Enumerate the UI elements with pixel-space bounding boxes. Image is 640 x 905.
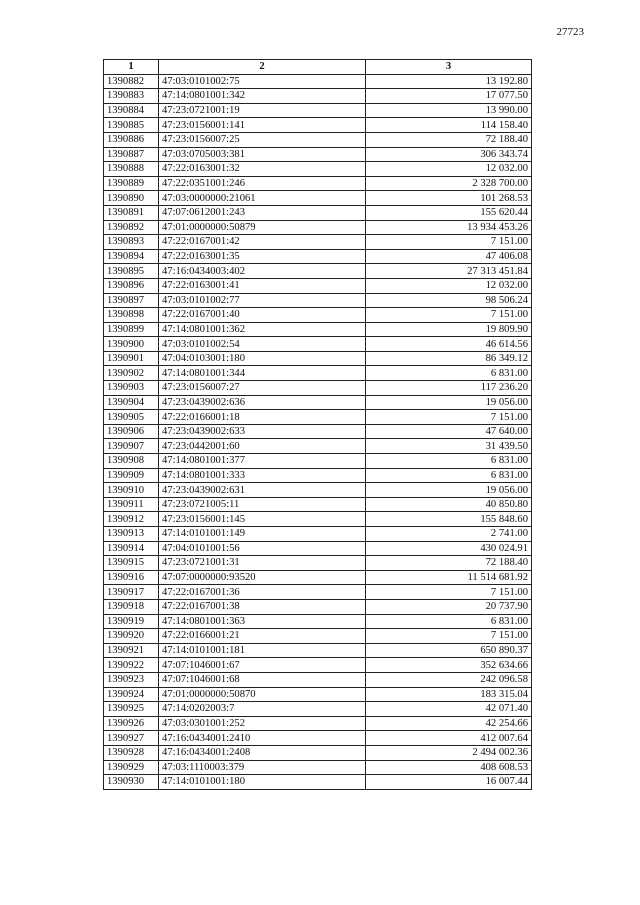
table-row — [104, 468, 532, 483]
table-row — [104, 454, 532, 469]
column-header-1: 1 — [104, 60, 159, 75]
value-cell: 7 151.00 — [366, 308, 532, 323]
cadastral-number-cell: 47:14:0801001:333 — [159, 468, 366, 483]
value-cell: 7 151.00 — [366, 585, 532, 600]
table-row — [104, 293, 532, 308]
cadastral-number-cell: 47:22:0163001:35 — [159, 249, 366, 264]
row-number-cell: 1390907 — [104, 439, 159, 454]
table-row — [104, 585, 532, 600]
cadastral-number-cell: 47:14:0801001:377 — [159, 454, 366, 469]
table-row — [104, 118, 532, 133]
value-cell: 408 608.53 — [366, 760, 532, 775]
table-row — [104, 322, 532, 337]
cadastral-number-cell: 47:03:0101002:54 — [159, 337, 366, 352]
value-cell: 27 313 451.84 — [366, 264, 532, 279]
value-cell: 31 439.50 — [366, 439, 532, 454]
row-number-cell: 1390913 — [104, 527, 159, 542]
table-row — [104, 643, 532, 658]
value-cell: 2 328 700.00 — [366, 176, 532, 191]
cadastral-number-cell: 47:03:0705003:381 — [159, 147, 366, 162]
value-cell: 47 640.00 — [366, 424, 532, 439]
row-number-cell: 1390906 — [104, 424, 159, 439]
table-row — [104, 556, 532, 571]
table-row — [104, 132, 532, 147]
data-table-container — [103, 59, 531, 790]
value-cell: 11 514 681.92 — [366, 570, 532, 585]
value-cell: 183 315.04 — [366, 687, 532, 702]
table-row — [104, 176, 532, 191]
value-cell: 306 343.74 — [366, 147, 532, 162]
row-number-cell: 1390897 — [104, 293, 159, 308]
value-cell: 19 056.00 — [366, 483, 532, 498]
value-cell: 72 188.40 — [366, 556, 532, 571]
cadastral-number-cell: 47:07:0612001:243 — [159, 205, 366, 220]
table-row — [104, 570, 532, 585]
table-row — [104, 614, 532, 629]
row-number-cell: 1390927 — [104, 731, 159, 746]
value-cell: 2 494 002.36 — [366, 745, 532, 760]
row-number-cell: 1390896 — [104, 278, 159, 293]
cadastral-number-cell: 47:03:0301001:252 — [159, 716, 366, 731]
table-row — [104, 278, 532, 293]
row-number-cell: 1390926 — [104, 716, 159, 731]
data-table — [103, 59, 532, 790]
table-row — [104, 439, 532, 454]
cadastral-number-cell: 47:22:0167001:42 — [159, 235, 366, 250]
row-number-cell: 1390921 — [104, 643, 159, 658]
value-cell: 155 620.44 — [366, 205, 532, 220]
cadastral-number-cell: 47:01:0000000:50870 — [159, 687, 366, 702]
row-number-cell: 1390922 — [104, 658, 159, 673]
cadastral-number-cell: 47:23:0439002:633 — [159, 424, 366, 439]
value-cell: 72 188.40 — [366, 132, 532, 147]
value-cell: 42 071.40 — [366, 702, 532, 717]
value-cell: 650 890.37 — [366, 643, 532, 658]
cadastral-number-cell: 47:03:0101002:77 — [159, 293, 366, 308]
cadastral-number-cell: 47:14:0801001:363 — [159, 614, 366, 629]
value-cell: 40 850.80 — [366, 497, 532, 512]
row-number-cell: 1390905 — [104, 410, 159, 425]
value-cell: 13 990.00 — [366, 103, 532, 118]
table-row — [104, 103, 532, 118]
row-number-cell: 1390900 — [104, 337, 159, 352]
cadastral-number-cell: 47:23:0156007:25 — [159, 132, 366, 147]
row-number-cell: 1390884 — [104, 103, 159, 118]
cadastral-number-cell: 47:03:0000000:21061 — [159, 191, 366, 206]
table-row — [104, 716, 532, 731]
row-number-cell: 1390894 — [104, 249, 159, 264]
row-number-cell: 1390890 — [104, 191, 159, 206]
cadastral-number-cell: 47:22:0167001:36 — [159, 585, 366, 600]
table-row — [104, 731, 532, 746]
table-row — [104, 235, 532, 250]
table-row — [104, 308, 532, 323]
table-row — [104, 366, 532, 381]
cadastral-number-cell: 47:14:0202003:7 — [159, 702, 366, 717]
row-number-cell: 1390918 — [104, 599, 159, 614]
table-row — [104, 483, 532, 498]
value-cell: 46 614.56 — [366, 337, 532, 352]
table-row — [104, 89, 532, 104]
value-cell: 19 056.00 — [366, 395, 532, 410]
row-number-cell: 1390892 — [104, 220, 159, 235]
cadastral-number-cell: 47:22:0351001:246 — [159, 176, 366, 191]
row-number-cell: 1390904 — [104, 395, 159, 410]
row-number-cell: 1390888 — [104, 162, 159, 177]
row-number-cell: 1390928 — [104, 745, 159, 760]
table-row — [104, 337, 532, 352]
row-number-cell: 1390916 — [104, 570, 159, 585]
table-row — [104, 249, 532, 264]
cadastral-number-cell: 47:03:1110003:379 — [159, 760, 366, 775]
row-number-cell: 1390919 — [104, 614, 159, 629]
cadastral-number-cell: 47:23:0156007:27 — [159, 381, 366, 396]
table-row — [104, 672, 532, 687]
cadastral-number-cell: 47:14:0101001:180 — [159, 775, 366, 790]
value-cell: 20 737.90 — [366, 599, 532, 614]
value-cell: 7 151.00 — [366, 410, 532, 425]
row-number-cell: 1390929 — [104, 760, 159, 775]
value-cell: 42 254.66 — [366, 716, 532, 731]
table-row — [104, 351, 532, 366]
value-cell: 6 831.00 — [366, 366, 532, 381]
cadastral-number-cell: 47:23:0721001:31 — [159, 556, 366, 571]
row-number-cell: 1390885 — [104, 118, 159, 133]
row-number-cell: 1390903 — [104, 381, 159, 396]
table-row — [104, 205, 532, 220]
row-number-cell: 1390893 — [104, 235, 159, 250]
row-number-cell: 1390910 — [104, 483, 159, 498]
row-number-cell: 1390925 — [104, 702, 159, 717]
row-number-cell: 1390898 — [104, 308, 159, 323]
row-number-cell: 1390915 — [104, 556, 159, 571]
cadastral-number-cell: 47:23:0442001:60 — [159, 439, 366, 454]
page-number: 27723 — [556, 26, 584, 38]
table-row — [104, 702, 532, 717]
cadastral-number-cell: 47:23:0721005:11 — [159, 497, 366, 512]
value-cell: 7 151.00 — [366, 629, 532, 644]
row-number-cell: 1390930 — [104, 775, 159, 790]
cadastral-number-cell: 47:04:0103001:180 — [159, 351, 366, 366]
cadastral-number-cell: 47:14:0801001:362 — [159, 322, 366, 337]
table-row — [104, 381, 532, 396]
table-row — [104, 629, 532, 644]
row-number-cell: 1390923 — [104, 672, 159, 687]
cadastral-number-cell: 47:22:0166001:21 — [159, 629, 366, 644]
value-cell: 117 236.20 — [366, 381, 532, 396]
table-row — [104, 162, 532, 177]
cadastral-number-cell: 47:03:0101002:75 — [159, 74, 366, 89]
value-cell: 155 848.60 — [366, 512, 532, 527]
table-row — [104, 658, 532, 673]
row-number-cell: 1390882 — [104, 74, 159, 89]
row-number-cell: 1390899 — [104, 322, 159, 337]
row-number-cell: 1390912 — [104, 512, 159, 527]
value-cell: 430 024.91 — [366, 541, 532, 556]
value-cell: 352 634.66 — [366, 658, 532, 673]
row-number-cell: 1390924 — [104, 687, 159, 702]
row-number-cell: 1390889 — [104, 176, 159, 191]
cadastral-number-cell: 47:07:1046001:67 — [159, 658, 366, 673]
value-cell: 242 096.58 — [366, 672, 532, 687]
table-row — [104, 775, 532, 790]
cadastral-number-cell: 47:16:0434003:402 — [159, 264, 366, 279]
cadastral-number-cell: 47:16:0434001:2408 — [159, 745, 366, 760]
value-cell: 13 934 453.26 — [366, 220, 532, 235]
row-number-cell: 1390891 — [104, 205, 159, 220]
row-number-cell: 1390909 — [104, 468, 159, 483]
value-cell: 6 831.00 — [366, 468, 532, 483]
row-number-cell: 1390902 — [104, 366, 159, 381]
column-header-2: 2 — [159, 60, 366, 75]
value-cell: 101 268.53 — [366, 191, 532, 206]
table-row — [104, 395, 532, 410]
table-body — [104, 74, 532, 789]
table-row — [104, 74, 532, 89]
cadastral-number-cell: 47:22:0166001:18 — [159, 410, 366, 425]
row-number-cell: 1390908 — [104, 454, 159, 469]
table-row — [104, 760, 532, 775]
table-header-row — [104, 60, 532, 75]
cadastral-number-cell: 47:22:0163001:41 — [159, 278, 366, 293]
row-number-cell: 1390901 — [104, 351, 159, 366]
cadastral-number-cell: 47:23:0721001:19 — [159, 103, 366, 118]
column-header-3: 3 — [366, 60, 532, 75]
table-row — [104, 191, 532, 206]
value-cell: 86 349.12 — [366, 351, 532, 366]
table-row — [104, 512, 532, 527]
cadastral-number-cell: 47:07:1046001:68 — [159, 672, 366, 687]
cadastral-number-cell: 47:23:0439002:636 — [159, 395, 366, 410]
value-cell: 98 506.24 — [366, 293, 532, 308]
row-number-cell: 1390914 — [104, 541, 159, 556]
cadastral-number-cell: 47:14:0801001:344 — [159, 366, 366, 381]
cadastral-number-cell: 47:14:0101001:181 — [159, 643, 366, 658]
row-number-cell: 1390917 — [104, 585, 159, 600]
cadastral-number-cell: 47:16:0434001:2410 — [159, 731, 366, 746]
table-row — [104, 745, 532, 760]
table-row — [104, 599, 532, 614]
table-row — [104, 220, 532, 235]
table-row — [104, 147, 532, 162]
value-cell: 2 741.00 — [366, 527, 532, 542]
value-cell: 47 406.08 — [366, 249, 532, 264]
value-cell: 114 158.40 — [366, 118, 532, 133]
cadastral-number-cell: 47:22:0167001:38 — [159, 599, 366, 614]
value-cell: 7 151.00 — [366, 235, 532, 250]
value-cell: 16 007.44 — [366, 775, 532, 790]
value-cell: 412 007.64 — [366, 731, 532, 746]
value-cell: 12 032.00 — [366, 162, 532, 177]
table-row — [104, 424, 532, 439]
cadastral-number-cell: 47:23:0156001:145 — [159, 512, 366, 527]
cadastral-number-cell: 47:07:0000000:93520 — [159, 570, 366, 585]
table-row — [104, 410, 532, 425]
value-cell: 13 192.80 — [366, 74, 532, 89]
table-row — [104, 264, 532, 279]
cadastral-number-cell: 47:23:0156001:141 — [159, 118, 366, 133]
cadastral-number-cell: 47:14:0801001:342 — [159, 89, 366, 104]
row-number-cell: 1390895 — [104, 264, 159, 279]
cadastral-number-cell: 47:14:0101001:149 — [159, 527, 366, 542]
value-cell: 12 032.00 — [366, 278, 532, 293]
cadastral-number-cell: 47:01:0000000:50879 — [159, 220, 366, 235]
row-number-cell: 1390920 — [104, 629, 159, 644]
table-row — [104, 541, 532, 556]
value-cell: 19 809.90 — [366, 322, 532, 337]
table-row — [104, 527, 532, 542]
cadastral-number-cell: 47:23:0439002:631 — [159, 483, 366, 498]
cadastral-number-cell: 47:04:0101001:56 — [159, 541, 366, 556]
row-number-cell: 1390911 — [104, 497, 159, 512]
value-cell: 6 831.00 — [366, 454, 532, 469]
row-number-cell: 1390886 — [104, 132, 159, 147]
value-cell: 6 831.00 — [366, 614, 532, 629]
cadastral-number-cell: 47:22:0163001:32 — [159, 162, 366, 177]
cadastral-number-cell: 47:22:0167001:40 — [159, 308, 366, 323]
table-row — [104, 687, 532, 702]
row-number-cell: 1390883 — [104, 89, 159, 104]
value-cell: 17 077.50 — [366, 89, 532, 104]
table-row — [104, 497, 532, 512]
row-number-cell: 1390887 — [104, 147, 159, 162]
